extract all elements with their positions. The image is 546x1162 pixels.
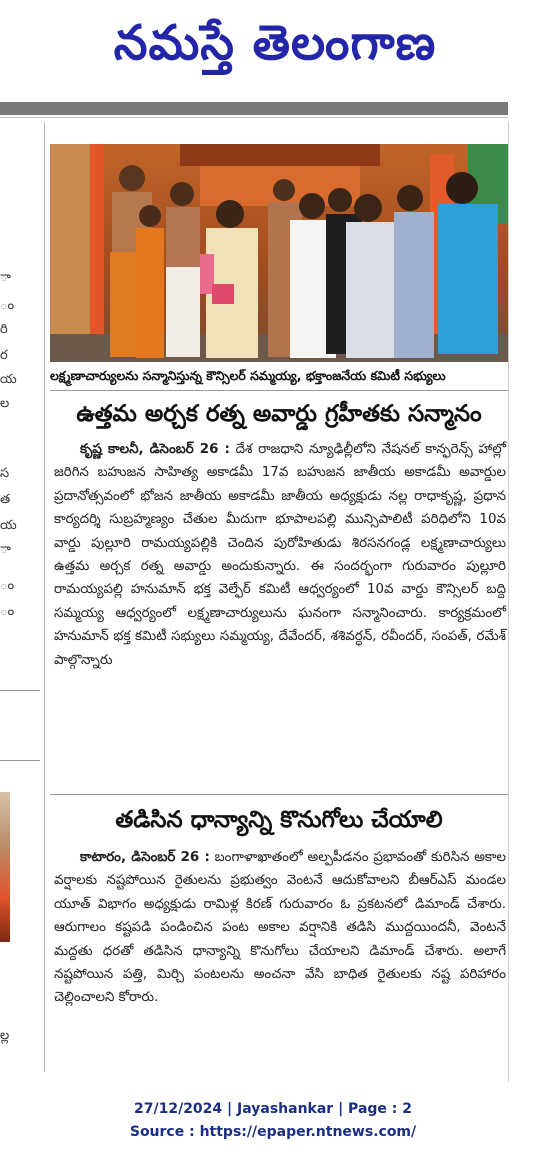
neighbour-fragment-glyph: రి: [0, 322, 8, 337]
article2-text: బంగాళాఖాతంలో అల్పపీడనం ప్రభావంతో కురిసిన అకాల వర్షాలకు నష్టపోయిన రైతులను ప్రభుత్వం వెంటనే ఆదుకోవాలని బీఆర్ఎస్ మండల యూత్ విభాగం అధ్యక్షుడు రామిళ్ల కిరణ్ గురువారం ఓ ప్రకటనలో డిమాండ్ చేశారు. ఆరుగాలం కష్టపడి పండించిన పంట అకాల వర్షానికి తడిసి ముద్దయిందనీ, వెంటనే మద్దతు ధరతో తడిసిన ధాన్యాన్ని కొనుగోలు చేయాలని డిమాండ్ చేశారు. అలాగే నష్టపోయిన పత్తి, మిర్చి పంటలను అంచనా వేసి బాధిత రైతులకు నష్ట పరిహారం చెల్లించాలని కోరారు.: [54, 850, 507, 1006]
article1-text: దేశ రాజధాని న్యూఢిల్లీలోని నేషనల్ కాన్ఫరెన్స్ హాల్లో జరిగిన బహుజన సాహిత్య అకాడమీ 17వ బహుజన జాతీయ అకాడమీ అవార్డుల ప్రదానోత్సవంలో భోజన జాతీయ అకాడమీ జాతీయ అధ్యక్షుడు నల్ల రాధాకృష్ణ, ప్రధాన కార్యదర్శి సుబ్రహ్మణ్యం చేతుల మీదుగా భూపాలపల్లి మున్సిపాలిటీ పరిధిలోని 10వ వార్డు పుల్లూరి రామయ్యపల్లికి చెందిన పురోహితుడు శిరసనగండ్ల లక్ష్మణాచార్యులు ఉత్తమ అర్చక రత్న అవార్డు అందుకున్నారు. ఈ సందర్భంగా గురువారం పుల్లూరి రామయ్యపల్లి హనుమాన్ భక్త వెల్ఫేర్ కమిటీ ఆధ్వర్యంలో 10వ వార్డు కౌన్సిలర్ బద్ది సమ్మయ్య ఆధ్వర్యంలో లక్ష్మణాచార్యులును ఘనంగా సన్మానించారు. కార్యక్రమంలో హనుమాన్ భక్త కమిటీ సభ్యులు సమ్మయ్య, దేవేందర్, శశివర్ధన్, రవీందర్, సంపత్, రమేశ్ పాల్గొన్నారు: [54, 442, 507, 668]
article1-body: [54, 438, 506, 788]
article2-dateline: కాటారం, డిసెంబర్ 26 :: [80, 850, 210, 865]
neighbour-fragment-glyph: ర: [0, 348, 8, 363]
neighbour-fragment-glyph: ం: [0, 298, 15, 313]
neighbour-fragment-glyph: య: [0, 372, 17, 387]
column-border: [508, 122, 509, 1082]
neighbour-fragment-glyph: ం: [0, 578, 15, 593]
neighbour-fragment-glyph: ల్ల: [0, 1028, 10, 1043]
article-divider: [50, 794, 508, 795]
article1-dateline: కృష్ణ కాలనీ, డిసెంబర్ 26 :: [80, 442, 230, 457]
neighbour-fragment-glyph: ల: [0, 396, 10, 411]
neighbour-fragment-glyph: త: [0, 492, 11, 507]
footer: [0, 1098, 546, 1144]
article2-body: [54, 846, 506, 1060]
caption-rule: [50, 390, 508, 391]
neighbour-fragment-glyph: య: [0, 518, 17, 533]
article2-headline: తడిసిన ధాన్యాన్ని కొనుగోలు చేయాలి: [115, 807, 443, 833]
footer-source-line: Source : https://epaper.ntnews.com/: [129, 1124, 417, 1140]
neighbour-column-rule: [0, 690, 40, 691]
neighbour-fragment-glyph: ా: [0, 542, 11, 557]
photo-caption: లక్ష్మణాచార్యులను సన్మానిస్తున్న కౌన్సిలర్ సమ్మయ్య, భక్తాంజనేయ కమిటీ సభ్యులు: [50, 368, 446, 383]
header-rule-thin: [0, 117, 508, 118]
neighbour-photo-fragment: [0, 792, 10, 942]
neighbour-fragment-glyph: ా: [0, 270, 11, 285]
neighbour-column-rule: [0, 760, 40, 761]
masthead: [0, 0, 546, 88]
neighbour-fragment-glyph: ం: [0, 604, 15, 619]
footer-edition-line: 27/12/2024 | Jayashankar | Page : 2: [134, 1101, 412, 1117]
masthead-title: నమస్తే తెలంగాణ: [113, 15, 437, 71]
article1-headline: ఉత్తమ అర్చక రత్న అవార్డు గ్రహీతకు సన్మానం: [76, 401, 482, 427]
news-photo: [50, 144, 508, 362]
neighbour-fragment-glyph: స: [0, 466, 10, 481]
header-rule: [0, 102, 508, 115]
